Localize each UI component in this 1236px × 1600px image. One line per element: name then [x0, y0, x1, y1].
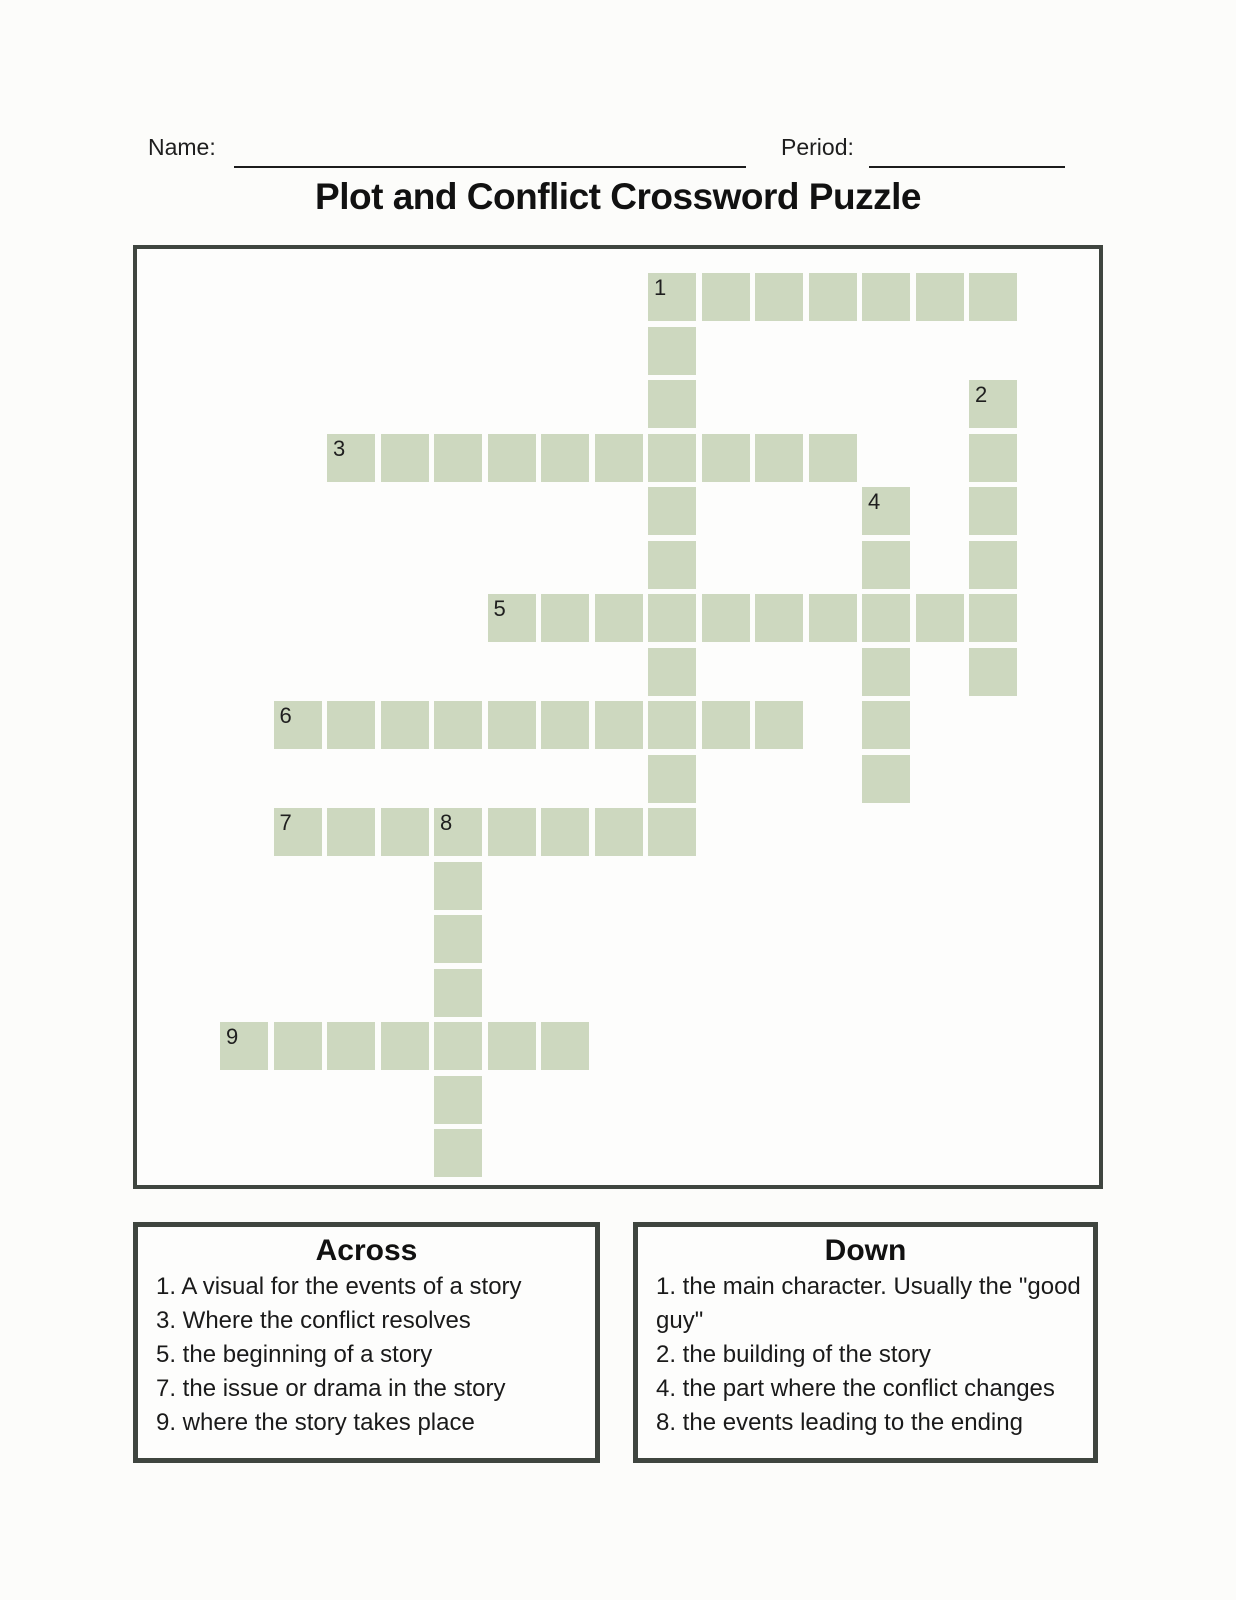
crossword-cell — [916, 594, 964, 642]
crossword-cell — [809, 434, 857, 482]
clue-item: 2. the building of the story — [656, 1341, 931, 1368]
crossword-cell — [595, 808, 643, 856]
name-label: Name: — [148, 134, 216, 160]
crossword-cell — [648, 327, 696, 375]
crossword-cell — [809, 273, 857, 321]
crossword-cell — [541, 808, 589, 856]
crossword-cell — [595, 594, 643, 642]
across-title: Across — [315, 1234, 418, 1267]
crossword-cell — [434, 1022, 482, 1070]
crossword-cell — [595, 701, 643, 749]
crossword-cell — [434, 1129, 482, 1177]
crossword-cell — [648, 701, 696, 749]
cell-number: 5 — [493, 596, 506, 621]
crossword-cell — [969, 273, 1017, 321]
crossword-cell — [969, 648, 1017, 696]
clue-item: 5. the beginning of a story — [156, 1341, 433, 1368]
crossword-cell — [702, 594, 750, 642]
name-blank-line — [234, 140, 746, 168]
crossword-cell — [755, 594, 803, 642]
cell-number: 6 — [279, 703, 292, 728]
clue-item: 8. the events leading to the ending — [656, 1409, 1023, 1436]
crossword-cell — [434, 969, 482, 1017]
crossword-cell — [862, 541, 910, 589]
crossword-cell — [648, 594, 696, 642]
clue-item: 4. the part where the conflict changes — [656, 1375, 1055, 1402]
crossword-cell — [541, 594, 589, 642]
crossword-cell — [381, 701, 429, 749]
crossword-cell — [541, 701, 589, 749]
across-clues-box — [133, 1222, 600, 1463]
crossword-cell — [488, 808, 536, 856]
cell-number: 9 — [226, 1024, 239, 1049]
cell-number: 7 — [279, 810, 292, 835]
crossword-cell — [595, 434, 643, 482]
crossword-cell — [648, 380, 696, 428]
crossword-cell — [327, 1022, 375, 1070]
page-title: Plot and Conflict Crossword Puzzle — [315, 176, 921, 217]
cell-number: 2 — [975, 382, 988, 407]
clue-item: 1. A visual for the events of a story — [156, 1273, 522, 1300]
crossword-cell — [702, 434, 750, 482]
crossword-cell — [969, 594, 1017, 642]
crossword-cell — [488, 701, 536, 749]
crossword-cell — [381, 808, 429, 856]
crossword-cell — [274, 1022, 322, 1070]
cell-number: 4 — [868, 489, 881, 514]
down-clue-list — [638, 1270, 1093, 1440]
crossword-cell — [648, 434, 696, 482]
crossword-cell — [434, 915, 482, 963]
crossword-cell — [648, 487, 696, 535]
crossword-cell — [862, 755, 910, 803]
crossword-cell — [702, 701, 750, 749]
clue-item: 9. where the story takes place — [156, 1409, 475, 1436]
cell-number: 8 — [440, 810, 453, 835]
crossword-cell — [648, 541, 696, 589]
crossword-cell — [809, 594, 857, 642]
crossword-cell — [702, 273, 750, 321]
crossword-grid-box — [133, 245, 1103, 1189]
crossword-cell — [488, 434, 536, 482]
crossword-cell — [541, 1022, 589, 1070]
across-clue-list — [138, 1270, 595, 1440]
clue-item: 7. the issue or drama in the story — [156, 1375, 506, 1402]
crossword-cell — [755, 701, 803, 749]
crossword-cell — [434, 701, 482, 749]
crossword-cell — [755, 273, 803, 321]
crossword-cell — [862, 648, 910, 696]
crossword-cell — [648, 755, 696, 803]
crossword-cell — [648, 808, 696, 856]
crossword-cell — [327, 701, 375, 749]
crossword-cell — [916, 273, 964, 321]
crossword-cell — [969, 541, 1017, 589]
cell-number: 3 — [333, 435, 346, 461]
crossword-cell — [434, 862, 482, 910]
crossword-cell — [381, 434, 429, 482]
down-title: Down — [824, 1234, 907, 1267]
crossword-cell — [541, 434, 589, 482]
crossword-cell — [862, 701, 910, 749]
crossword-cell — [969, 434, 1017, 482]
crossword-cell — [488, 1022, 536, 1070]
crossword-cell — [327, 808, 375, 856]
period-label: Period: — [781, 134, 854, 160]
crossword-cell — [434, 434, 482, 482]
down-clues-box — [633, 1222, 1098, 1463]
crossword-cell — [969, 487, 1017, 535]
crossword-cell — [862, 594, 910, 642]
crossword-cell — [381, 1022, 429, 1070]
crossword-cell — [755, 434, 803, 482]
crossword-cell — [434, 1076, 482, 1124]
cell-number: 1 — [654, 275, 667, 300]
crossword-cell — [648, 648, 696, 696]
clue-item: 3. Where the conflict resolves — [156, 1307, 471, 1334]
crossword-cell — [862, 273, 910, 321]
period-blank-line — [869, 140, 1065, 168]
clue-item: 1. the main character. Usually the "good guy" — [656, 1273, 1081, 1334]
